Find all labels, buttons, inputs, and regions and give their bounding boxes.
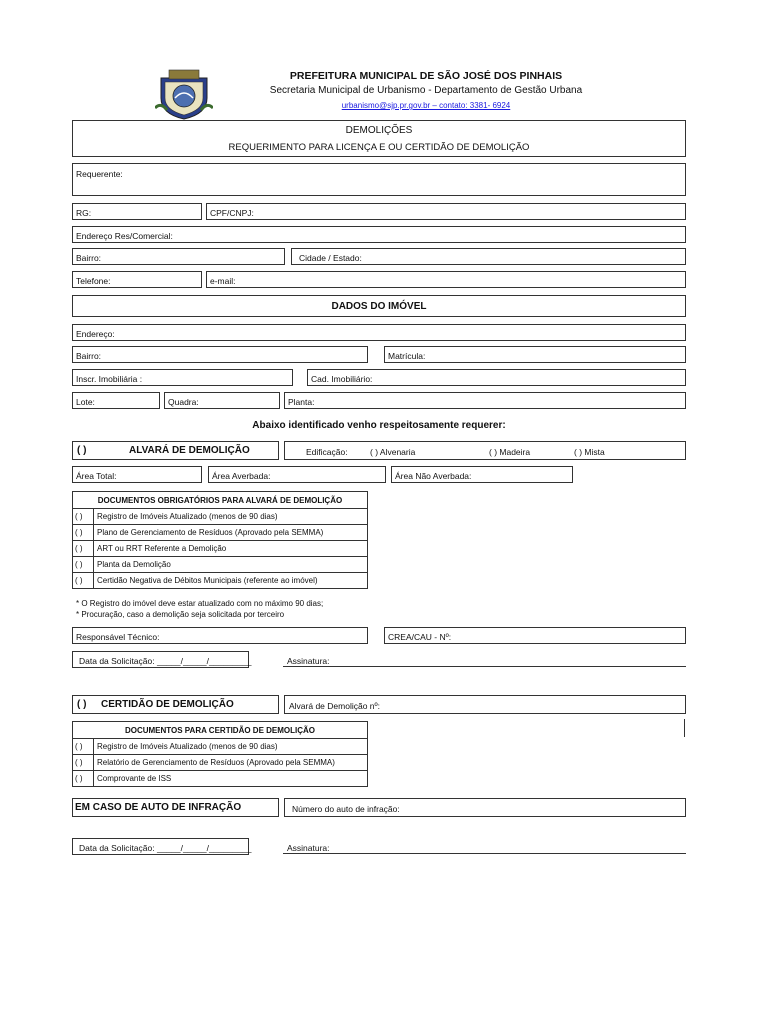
edificacao-box (284, 441, 686, 460)
doc-item: Registro de Imóveis Atualizado (menos de 90 dias) (94, 509, 368, 525)
matricula-label: Matrícula: (388, 351, 426, 361)
lote-field[interactable] (72, 392, 160, 409)
doc-checkbox[interactable]: ( ) (73, 771, 94, 787)
doc-checkbox[interactable]: ( ) (73, 755, 94, 771)
alvara-docs-table (72, 491, 368, 589)
imovel-bairro-label: Bairro: (76, 351, 102, 361)
email-label: e-mail: (210, 276, 236, 286)
doc-checkbox[interactable]: ( ) (73, 573, 94, 589)
imovel-endereco-label: Endereço: (76, 329, 115, 339)
infracao-data-label: Data da Solicitação: _____/_____/_________ (79, 843, 252, 853)
requerente-label: Requerente: (76, 169, 123, 179)
data-solicitacao-label: Data da Solicitação: _____/_____/_________ (79, 656, 252, 666)
cidade-label: Cidade / Estado: (299, 253, 362, 263)
madeira-option[interactable]: ( ) Madeira (489, 447, 531, 457)
crea-field[interactable] (384, 627, 686, 644)
certidao-checkbox[interactable]: ( ) (77, 699, 87, 710)
doc-checkbox[interactable]: ( ) (73, 541, 94, 557)
inscr-imobiliaria-field[interactable] (72, 369, 293, 386)
alvara-note-1: * O Registro do imóvel deve estar atualizado com no máximo 90 dias; (76, 599, 324, 608)
area-nao-averbada-label: Área Não Averbada: (395, 471, 472, 481)
infracao-data-field[interactable] (72, 838, 252, 855)
mista-option[interactable]: ( ) Mista (574, 447, 605, 457)
cpf-label: CPF/CNPJ: (210, 208, 254, 218)
table-row (73, 557, 368, 573)
document-title: DEMOLIÇÕES (345, 125, 413, 136)
doc-item: Certidão Negativa de Débitos Municipais (referente ao imóvel) (94, 573, 368, 589)
edificacao-label: Edificação: (306, 447, 348, 457)
area-total-label: Área Total: (76, 471, 117, 481)
alvara-checkbox-box[interactable] (72, 441, 279, 460)
cad-imobiliario-field[interactable] (307, 369, 686, 386)
alvara-note-2: * Procuração, caso a demolição seja solicitada por terceiro (76, 610, 285, 619)
alvenaria-option[interactable]: ( ) Alvenaria (370, 447, 416, 457)
assinatura-label: Assinatura: (287, 656, 330, 666)
area-total-field[interactable] (72, 466, 202, 483)
data-solicitacao-field[interactable] (72, 651, 252, 668)
area-nao-averbada-field[interactable] (391, 466, 573, 483)
alvara-docs-header: DOCUMENTOS OBRIGATÓRIOS PARA ALVARÁ DE DEMOLIÇÃO (73, 492, 368, 509)
quadra-label: Quadra: (168, 397, 199, 407)
table-row (73, 573, 368, 589)
document-title-box (72, 120, 686, 157)
endereco-field[interactable] (72, 226, 686, 243)
responsavel-tecnico-field[interactable] (72, 627, 368, 644)
cidade-field[interactable] (291, 248, 686, 265)
inscr-imobiliaria-label: Inscr. Imobiliária : (76, 374, 143, 384)
infracao-title-box (72, 798, 279, 817)
telefone-label: Telefone: (76, 276, 111, 286)
certidao-docs-header: DOCUMENTOS PARA CERTIDÃO DE DEMOLIÇÃO (73, 722, 368, 739)
auto-infracao-label: Número do auto de infração: (292, 804, 400, 814)
alvara-title: ALVARÁ DE DEMOLIÇÃO (129, 445, 250, 456)
doc-checkbox[interactable]: ( ) (73, 739, 94, 755)
endereco-label: Endereço Res/Comercial: (76, 231, 173, 241)
cad-imobiliario-label: Cad. Imobiliário: (311, 374, 373, 384)
requerente-field[interactable] (72, 163, 686, 196)
lote-label: Lote: (76, 397, 95, 407)
doc-item: Registro de Imóveis Atualizado (menos de 90 dias) (94, 739, 368, 755)
alvara-numero-label: Alvará de Demolição nº: (289, 701, 380, 711)
area-averbada-field[interactable] (208, 466, 386, 483)
matricula-field[interactable] (384, 346, 686, 363)
header-subtitle: Secretaria Municipal de Urbanismo - Departamento de Gestão Urbana (269, 85, 583, 96)
planta-field[interactable] (284, 392, 686, 409)
doc-item: Comprovante de ISS (94, 771, 368, 787)
certidao-title: CERTIDÃO DE DEMOLIÇÃO (101, 699, 234, 710)
telefone-field[interactable] (72, 271, 202, 288)
imovel-section-header (72, 295, 686, 317)
table-row (73, 525, 368, 541)
imovel-endereco-field[interactable] (72, 324, 686, 341)
email-field[interactable] (206, 271, 686, 288)
certidao-checkbox-box[interactable] (72, 695, 279, 714)
cpf-field[interactable] (206, 203, 686, 220)
doc-item: ART ou RRT Referente a Demolição (94, 541, 368, 557)
area-averbada-label: Área Averbada: (212, 471, 271, 481)
imovel-section-title: DADOS DO IMÓVEL (331, 301, 427, 312)
doc-item: Relatório de Gerenciamento de Resíduos (Aprovado pela SEMMA) (94, 755, 368, 771)
rg-field[interactable] (72, 203, 202, 220)
crea-label: CREA/CAU - Nº: (388, 632, 452, 642)
table-row (73, 755, 368, 771)
doc-item: Plano de Gerenciamento de Resíduos (Aprovado pela SEMMA) (94, 525, 368, 541)
header-title: PREFEITURA MUNICIPAL DE SÃO JOSÉ DOS PINHAIS (289, 70, 563, 82)
infracao-title: EM CASO DE AUTO DE INFRAÇÃO (75, 802, 242, 813)
alvara-checkbox[interactable]: ( ) (77, 445, 87, 456)
assinatura-line[interactable] (283, 666, 686, 667)
header-contact-link[interactable]: urbanismo@sjp.pr.gov.br – contato: 3381- 6924 (341, 101, 511, 110)
bairro-field[interactable] (72, 248, 285, 265)
infracao-assinatura-label: Assinatura: (287, 843, 330, 853)
imovel-bairro-field[interactable] (72, 346, 368, 363)
table-row (73, 771, 368, 787)
responsavel-tecnico-label: Responsável Técnico: (76, 632, 160, 642)
doc-checkbox[interactable]: ( ) (73, 557, 94, 573)
request-statement: Abaixo identificado venho respeitosamente requerer: (252, 420, 506, 431)
alvara-numero-field[interactable] (284, 695, 686, 714)
certidao-docs-table (72, 721, 368, 787)
doc-checkbox[interactable]: ( ) (73, 525, 94, 541)
doc-item: Planta da Demolição (94, 557, 368, 573)
table-row (73, 509, 368, 525)
auto-infracao-field[interactable] (284, 798, 686, 817)
margin-line (684, 719, 685, 737)
rg-label: RG: (76, 208, 92, 218)
quadra-field[interactable] (164, 392, 280, 409)
infracao-assinatura-line[interactable] (283, 853, 686, 854)
document-subtitle: REQUERIMENTO PARA LICENÇA E OU CERTIDÃO DE DEMOLIÇÃO (228, 142, 530, 153)
doc-checkbox[interactable]: ( ) (73, 509, 94, 525)
bairro-label: Bairro: (76, 253, 102, 263)
table-row (73, 541, 368, 557)
planta-label: Planta: (288, 397, 315, 407)
table-row (73, 739, 368, 755)
